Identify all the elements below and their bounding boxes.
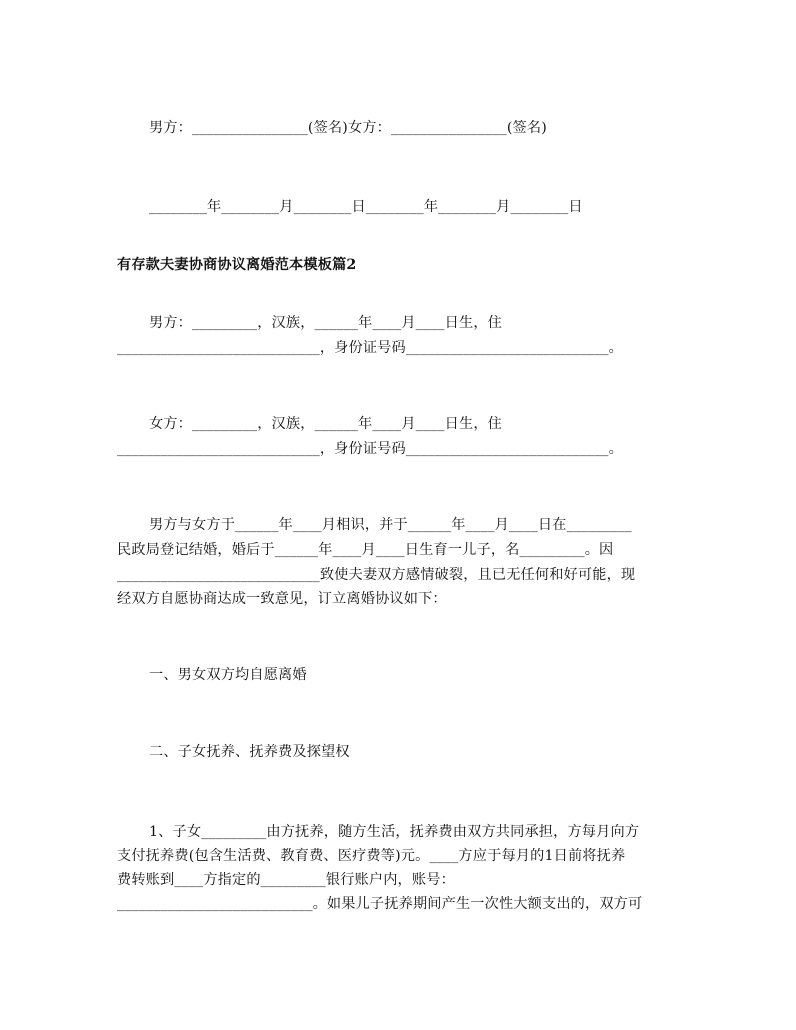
child-support-line-2: 支付抚养费(包含生活费、教育费、医疗费等)元。____方应于每月的1日前将抚养 bbox=[117, 848, 626, 864]
female-party-line-2: ____________________________，身份证号码____________________________。 bbox=[117, 441, 624, 457]
intro-line-3: ____________________________致使夫妻双方感情破裂，且已无任何和好可能，现 bbox=[117, 567, 636, 583]
child-support-line-1: 1、子女_________由方抚养，随方生活，抚养费由双方共同承担，方每月向方 bbox=[149, 824, 640, 840]
child-support-line-3: 费转账到____方指定的_________银行账户内，账号： bbox=[117, 872, 455, 888]
male-party-line-1: 男方：_________，汉族，______年____月____日生，住 bbox=[149, 315, 502, 331]
section-title: 有存款夫妻协商协议离婚范本模板篇2 bbox=[117, 257, 357, 273]
female-party-line-1: 女方：_________，汉族，______年____月____日生，住 bbox=[149, 416, 502, 432]
male-party-line-2: ____________________________，身份证号码____________________________。 bbox=[117, 340, 624, 356]
intro-line-2: 民政局登记结婚，婚后于______年____月____日生育一儿子，名_________。因 bbox=[117, 542, 614, 558]
clause-two: 二、子女抚养、抚养费及探望权 bbox=[149, 744, 350, 760]
child-support-line-4: ___________________________。如果儿子抚养期间产生一次性大额支出的，双方可 bbox=[117, 896, 643, 912]
date-line: ________年________月________日________年________月________日 bbox=[149, 199, 583, 215]
signature-line: 男方：________________(签名)女方：________________(签名) bbox=[149, 120, 547, 136]
intro-line-4: 经双方自愿协商达成一致意见，订立离婚协议如下： bbox=[117, 591, 447, 607]
intro-line-1: 男方与女方于______年____月相识，并于______年____月____日在_________ bbox=[149, 517, 632, 533]
clause-one: 一、男女双方均自愿离婚 bbox=[149, 667, 307, 683]
